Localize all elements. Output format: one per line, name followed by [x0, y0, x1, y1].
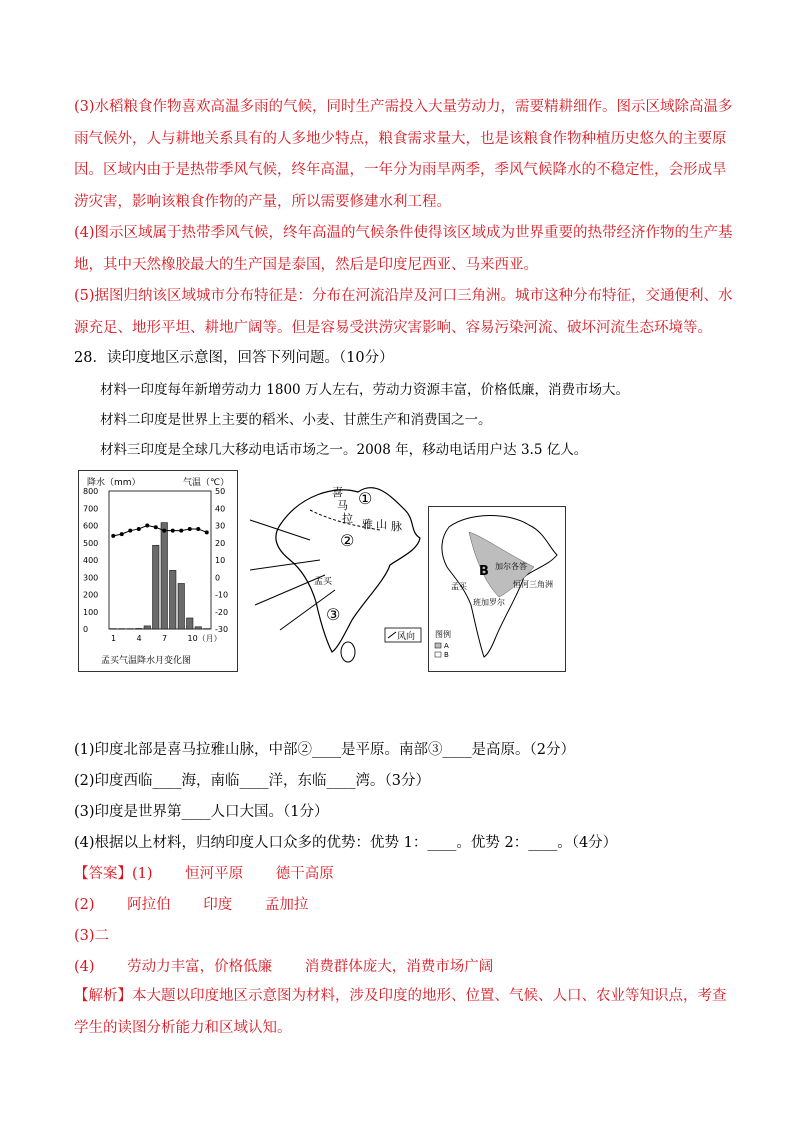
answer-paragraph-3: (3)水稻粮食作物喜欢高温多雨的气候，同时生产需投入大量劳动力，需要精耕细作。图示区域除高温多雨气候外，人与耕地关系具有的人多地少特点，粮食需求量大，也是该粮食作物种植历史悠久的主要原因。区域内由于是热带季风气候，终年高温，一年分为雨旱两季，季风气候降水的不稳定性，会形成旱涝灾害，影响该粮食作物的产量，所以需要修建水利工程。 — [74, 99, 733, 210]
map-label: 马 — [337, 499, 348, 512]
analysis-paragraph — [74, 981, 734, 1044]
sub-question-4: (4)根据以上材料，归纳印度人口众多的优势：优势 1：____。优势 2：____。（4分） — [74, 835, 618, 851]
sub-question-2: (2)印度西临____海，南临____洋，东临____湾。（3分） — [74, 773, 431, 789]
precip-tick-label: 200 — [83, 590, 99, 600]
delta-label: 恒河三角洲 — [513, 580, 553, 589]
precip-bar — [170, 570, 177, 629]
precip-tick-label: 100 — [83, 607, 99, 617]
month-tick-label: 10（月） — [187, 634, 222, 643]
precip-bar — [187, 618, 194, 629]
marker-3: ③ — [326, 605, 341, 624]
analysis-tag: 【解析】 — [74, 988, 132, 1004]
answer-2-part-2: 印度 — [203, 897, 233, 913]
analysis-text: 本大题以印度地区示意图为材料，涉及印度的地形、位置、气候、人口、农业等知识点，考查学生的读图分析能力和区域认知。 — [74, 988, 727, 1036]
temp-point — [188, 527, 192, 531]
wind-legend-label: 风向 — [397, 632, 416, 642]
region-b-label: B — [479, 564, 489, 579]
answer-4-part-1: 劳动力丰富，价格低廉 — [127, 959, 273, 975]
plot-frame — [109, 491, 211, 629]
temp-point — [179, 529, 183, 533]
map-label: 山 — [376, 518, 387, 531]
answer-1-part-1: 恒河平原 — [185, 866, 244, 882]
temp-axis-label: 气温（℃） — [183, 478, 230, 488]
answer-2-part-1: 阿拉伯 — [127, 897, 171, 913]
answer-2-part-3: 孟加拉 — [264, 897, 309, 913]
sri-lanka-outline — [341, 642, 355, 662]
material-1: 材料一印度每年新增劳动力 1800 万人左右，劳动力资源丰富，价格低廉，消费市场大。 — [100, 382, 629, 398]
precip-tick-label: 500 — [83, 538, 99, 548]
precip-bar — [161, 523, 168, 629]
temp-tick-label: 30 — [215, 521, 226, 531]
legend-a-label: A — [444, 642, 449, 650]
month-tick-label: 4 — [136, 634, 142, 643]
wind-arrow — [250, 560, 320, 570]
legend-a-swatch — [435, 643, 441, 648]
answer-paragraph-4: (4)图示区域属于热带季风气候，终年高温的气候条件使得该区域成为世界重要的热带经济作物的生产基地，其中天然橡胶最大的生产国是泰国，然后是印度尼西亚、马来西亚。 — [74, 225, 733, 273]
month-tick-label: 1 — [111, 634, 117, 643]
answer-4-number: (4) — [74, 959, 95, 975]
temp-point — [162, 529, 166, 533]
precip-bar — [144, 626, 151, 629]
temp-point — [171, 529, 175, 533]
precip-axis-label: 降水（mm） — [87, 478, 141, 488]
temp-tick-label: -30 — [215, 625, 229, 634]
answer-paragraph-5: (5)据图归纳该区域城市分布特征是：分布在河流沿岸及河口三角洲。城市这种分布特征，交通便利、水源充足、地形平坦、耕地广阔等。但是容易受洪涝灾害影响、容易污染河流、破坏河流生态环境等。 — [74, 288, 733, 336]
answer-line-3: (3)二 — [74, 928, 110, 944]
temp-tick-label: -20 — [215, 607, 229, 617]
map-label: 雅 — [362, 518, 373, 531]
temp-point — [111, 534, 115, 538]
material-3: 材料三印度是全球几大移动电话市场之一。2008 年，移动电话用户达 3.5 亿人。 — [100, 442, 588, 458]
precip-tick-label: 700 — [83, 504, 99, 514]
mumbai-label: 孟买 — [314, 577, 333, 587]
india-terrain-map — [240, 470, 430, 670]
temp-tick-label: 40 — [215, 504, 226, 514]
legend-b-swatch — [435, 652, 441, 657]
temp-tick-label: 0 — [215, 573, 221, 583]
temp-tick-label: 10 — [215, 556, 226, 565]
answer-2-number: (2) — [74, 897, 95, 913]
bangalore-label: 班加罗尔 — [473, 598, 505, 607]
answer-line-4 — [74, 955, 493, 976]
temp-tick-label: 50 — [215, 487, 226, 496]
material-2: 材料二印度是世界上主要的稻米、小麦、甘蔗生产和消费国之一。 — [100, 412, 492, 428]
answer-line-1 — [74, 862, 334, 883]
answer-line-2 — [74, 893, 308, 914]
chart-caption: 孟买气温降水月变化图 — [101, 656, 192, 666]
temp-point — [137, 527, 141, 531]
precip-tick-label: 0 — [83, 625, 89, 634]
marker-1: ① — [358, 489, 373, 508]
temp-tick-label: 20 — [215, 538, 226, 548]
climate-chart-panel — [78, 470, 238, 672]
precip-bar — [195, 627, 202, 629]
temp-point — [205, 530, 209, 534]
legend-b-label: B — [444, 651, 449, 659]
marker-2: ② — [340, 531, 355, 550]
answer-1-number: (1) — [132, 866, 153, 882]
temp-tick-label: -10 — [215, 590, 229, 600]
kolkata-label: 加尔各答 — [495, 562, 527, 571]
legend-title: 图例 — [435, 630, 451, 639]
map-label: 拉 — [342, 512, 353, 525]
temp-point — [154, 525, 158, 529]
temp-point — [128, 529, 132, 533]
temp-point — [145, 524, 149, 528]
temp-point — [120, 532, 124, 536]
precip-bar — [136, 628, 143, 629]
map-label: 喜 — [332, 486, 343, 499]
mumbai-label: 孟买 — [451, 582, 467, 591]
precip-tick-label: 800 — [83, 487, 99, 496]
answer-tag: 【答案】 — [74, 866, 132, 882]
india-region-map — [428, 506, 566, 672]
precip-bar — [153, 545, 160, 629]
precip-tick-label: 600 — [83, 521, 99, 531]
map-label: 脉 — [391, 520, 402, 533]
answer-1-part-2: 德干高原 — [275, 866, 334, 882]
precip-tick-label: 400 — [83, 556, 99, 565]
precip-tick-label: 300 — [83, 573, 99, 583]
climate-chart — [79, 471, 237, 671]
wind-arrow — [250, 520, 310, 540]
precip-bar — [178, 583, 185, 629]
temperature-line — [113, 526, 207, 536]
question-title: 28．读印度地区示意图，回答下列问题。（10分） — [74, 350, 394, 366]
sub-question-1: (1)印度北部是喜马拉雅山脉，中部②____是平原。南部③____是高原。（2分） — [74, 742, 576, 758]
month-tick-label: 7 — [162, 634, 168, 643]
sub-question-3: (3)印度是世界第____人口大国。（1分） — [74, 804, 329, 820]
temp-point — [196, 527, 200, 531]
answer-4-part-2: 消费群体庞大，消费市场广阔 — [304, 959, 494, 975]
